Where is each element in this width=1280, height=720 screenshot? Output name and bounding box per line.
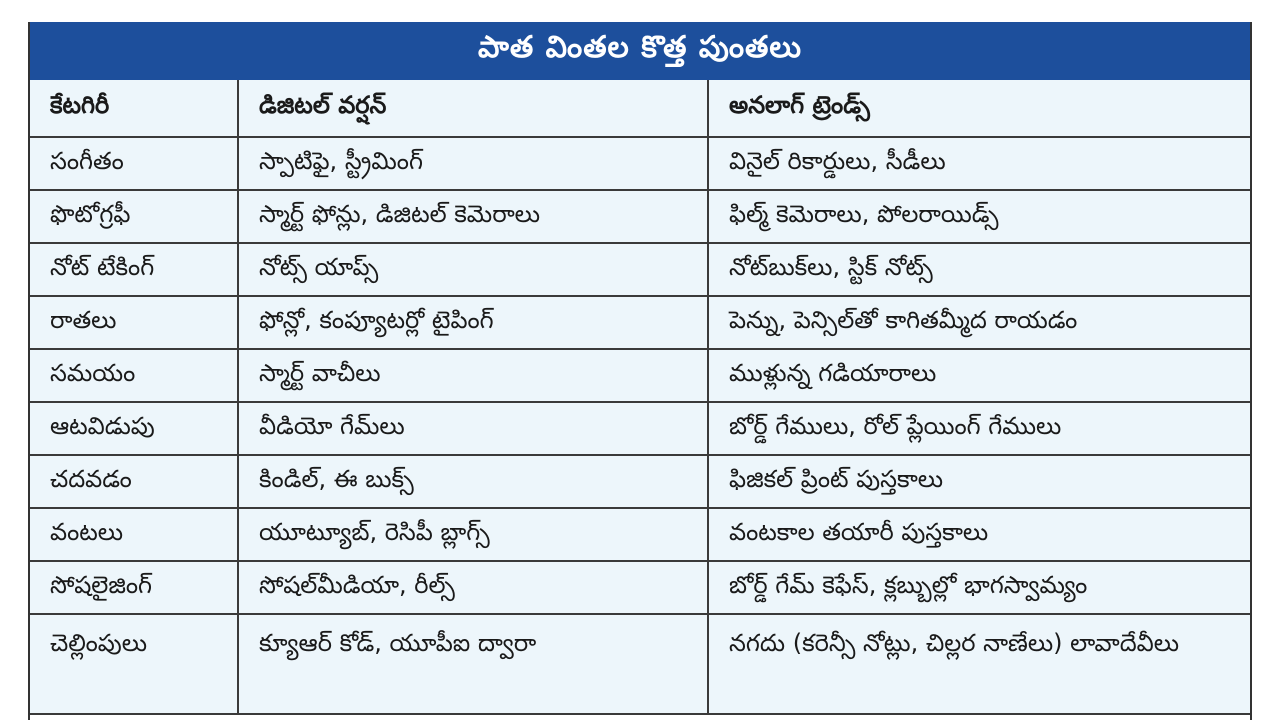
- header-row: [30, 80, 1250, 137]
- cell-analog: వంటకాల తయారీ పుస్తకాలు: [708, 508, 1250, 561]
- table-row: [30, 402, 1250, 455]
- cell-digital: కిండిల్, ఈ బుక్స్: [238, 455, 708, 508]
- table-row: [30, 137, 1250, 190]
- cell-category: చెల్లింపులు: [30, 614, 238, 714]
- cell-analog: నోట్‌బుక్‌లు, స్టిక్ నోట్స్: [708, 243, 1250, 296]
- cell-category: నోట్ టేకింగ్: [30, 243, 238, 296]
- cell-analog: ఫిల్మ్ కెమెరాలు, పోలరాయిడ్స్: [708, 190, 1250, 243]
- table-row: [30, 614, 1250, 714]
- cell-analog: ముళ్లున్న గడియారాలు: [708, 349, 1250, 402]
- cell-analog: పెన్ను, పెన్సిల్‌తో కాగితమ్మీద రాయడం: [708, 296, 1250, 349]
- table-row: [30, 508, 1250, 561]
- cell-category: రాతలు: [30, 296, 238, 349]
- table-row: [30, 455, 1250, 508]
- cell-category: సోషలైజింగ్: [30, 561, 238, 614]
- table-row: [30, 243, 1250, 296]
- cell-category: సంగీతం: [30, 137, 238, 190]
- cell-digital: స్మార్ట్ వాచీలు: [238, 349, 708, 402]
- table-title: పాత వింతల కొత్త పుంతలు: [30, 22, 1250, 80]
- comparison-table: [30, 80, 1250, 715]
- cell-digital: సోషల్‌మీడియా, రీల్స్: [238, 561, 708, 614]
- table-row: [30, 561, 1250, 614]
- header-digital: డిజిటల్ వర్షన్: [238, 80, 708, 137]
- cell-category: ఆటవిడుపు: [30, 402, 238, 455]
- cell-digital: స్మార్ట్ ఫోన్లు, డిజిటల్ కెమెరాలు: [238, 190, 708, 243]
- table-row: [30, 190, 1250, 243]
- cell-digital: యూట్యూబ్, రెసిపీ బ్లాగ్స్: [238, 508, 708, 561]
- cell-category: సమయం: [30, 349, 238, 402]
- header-analog: అనలాగ్ ట్రెండ్స్: [708, 80, 1250, 137]
- cell-digital: వీడియో గేమ్‌లు: [238, 402, 708, 455]
- cell-digital: స్పాటిఫై, స్ట్రీమింగ్: [238, 137, 708, 190]
- cell-analog: ఫిజికల్ ప్రింట్ పుస్తకాలు: [708, 455, 1250, 508]
- cell-digital: క్యూఆర్ కోడ్, యూపీఐ ద్వారా: [238, 614, 708, 714]
- cell-category: ఫొటోగ్రఫీ: [30, 190, 238, 243]
- cell-digital: నోట్స్ యాప్స్: [238, 243, 708, 296]
- table-row: [30, 296, 1250, 349]
- cell-analog: వినైల్ రికార్డులు, సీడీలు: [708, 137, 1250, 190]
- comparison-table-card: [28, 22, 1252, 720]
- cell-analog: బోర్డ్ గేమ్ కెఫేస్, క్లబ్బుల్లో భాగస్వామ్యం: [708, 561, 1250, 614]
- header-category: కేటగిరీ: [30, 80, 238, 137]
- cell-category: చదవడం: [30, 455, 238, 508]
- cell-analog: నగదు (కరెన్సీ నోట్లు, చిల్లర నాణేలు) లావాదేవీలు: [708, 614, 1250, 714]
- cell-analog: బోర్డ్ గేములు, రోల్ ప్లేయింగ్ గేములు: [708, 402, 1250, 455]
- cell-category: వంటలు: [30, 508, 238, 561]
- cell-digital: ఫోన్లో, కంప్యూటర్లో టైపింగ్: [238, 296, 708, 349]
- table-row: [30, 349, 1250, 402]
